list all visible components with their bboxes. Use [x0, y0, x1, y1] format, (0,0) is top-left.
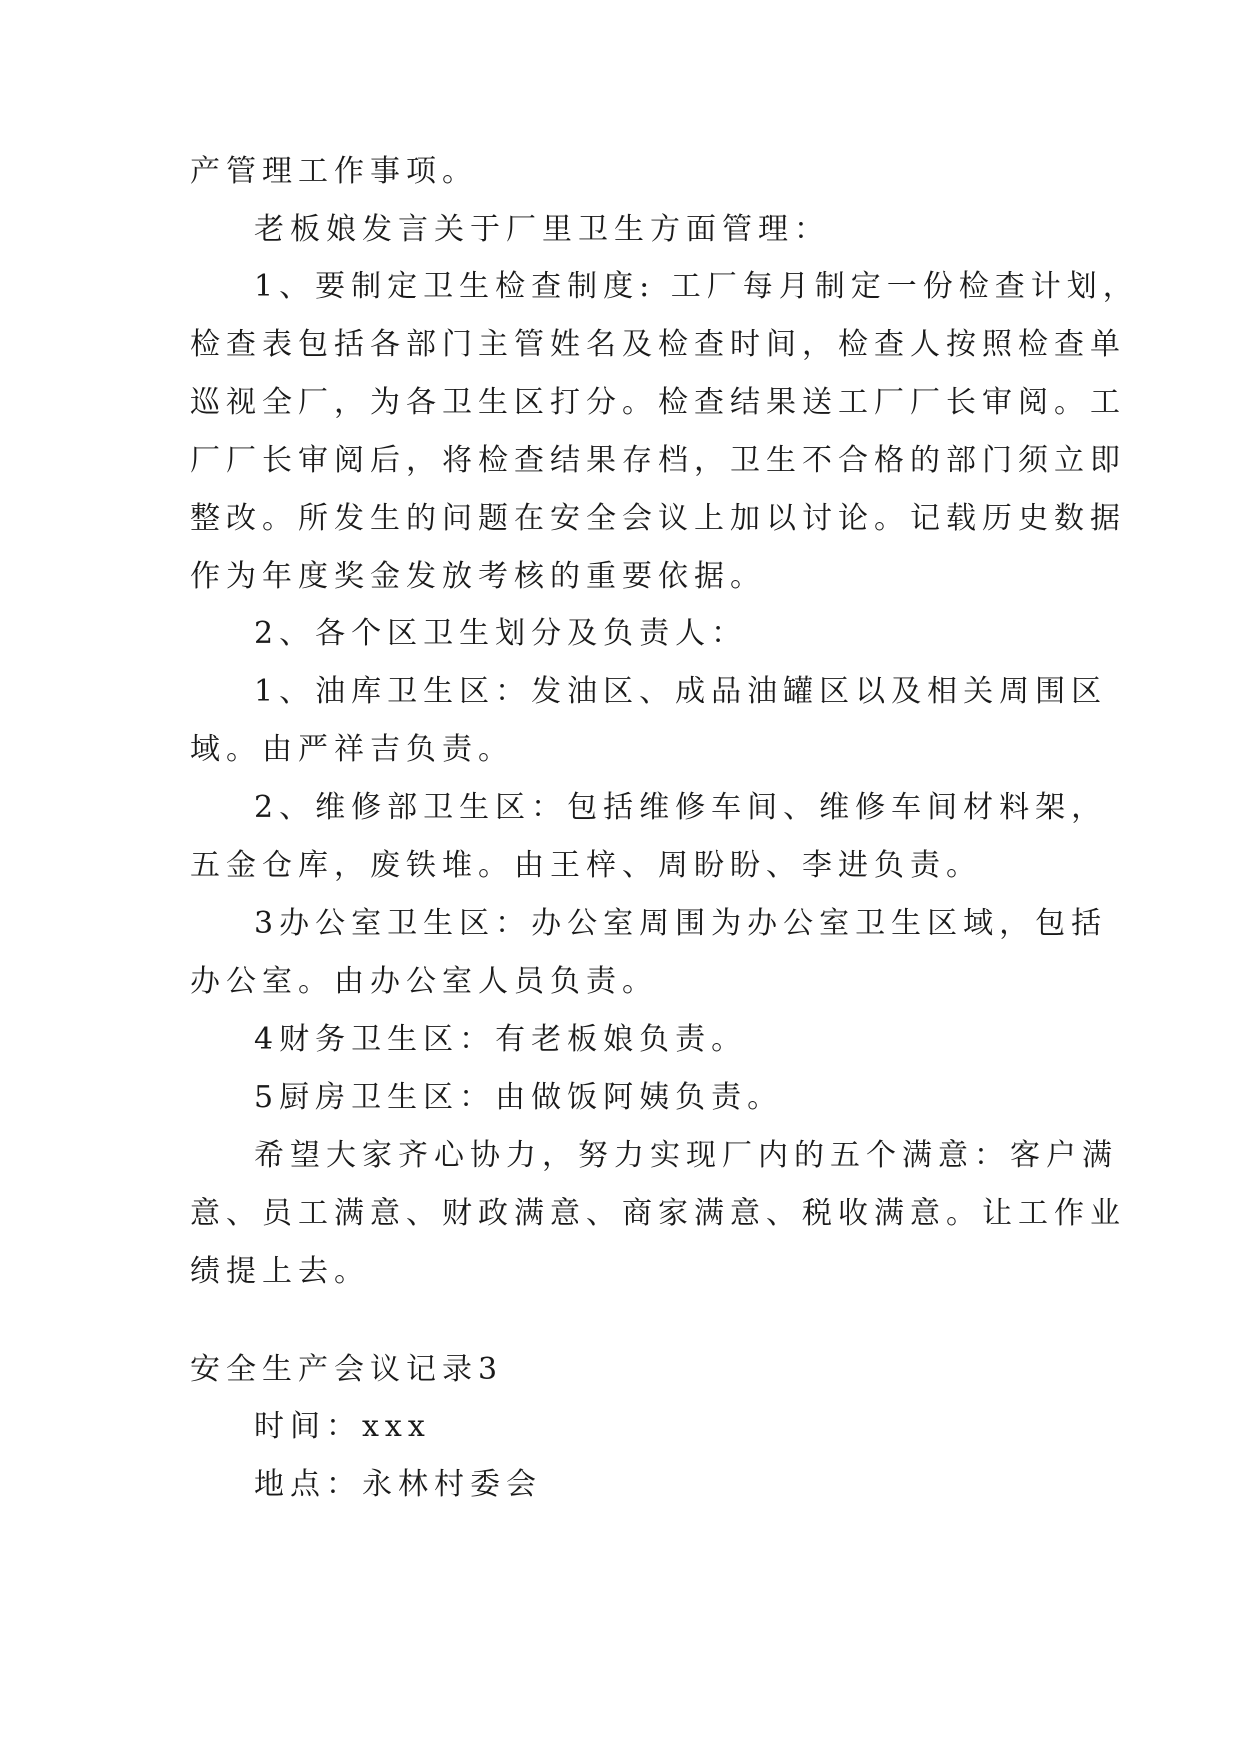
paragraph-line: 作为年度奖金发放考核的重要依据。: [190, 559, 766, 594]
paragraph-line: 域。由严祥吉负责。: [190, 732, 514, 767]
paragraph-line: 厂厂长审阅后，将检查结果存档，卫生不合格的部门须立即: [190, 443, 1126, 478]
paragraph-line: 整改。所发生的问题在安全会议上加以讨论。记载历史数据: [190, 501, 1126, 536]
paragraph-line: 检查表包括各部门主管姓名及检查时间，检查人按照检查单: [190, 327, 1126, 362]
paragraph-line: 绩提上去。: [190, 1254, 370, 1289]
paragraph-line: 1、油库卫生区：发油区、成品油罐区以及相关周围区: [254, 674, 1108, 709]
paragraph-line: 老板娘发言关于厂里卫生方面管理：: [254, 212, 830, 247]
paragraph-line: 产管理工作事项。: [190, 154, 478, 189]
paragraph-line: 五金仓库，废铁堆。由王梓、周盼盼、李进负责。: [190, 848, 982, 883]
meeting-location: 地点：永林村委会: [254, 1467, 542, 1502]
meeting-time: 时间：xxx: [254, 1409, 431, 1444]
paragraph-line: 办公室。由办公室人员负责。: [190, 964, 658, 999]
paragraph-line: 意、员工满意、财政满意、商家满意、税收满意。让工作业: [190, 1196, 1126, 1231]
paragraph-line: 2、维修部卫生区：包括维修车间、维修车间材料架，: [254, 790, 1108, 825]
paragraph-line: 2、各个区卫生划分及负责人：: [254, 616, 748, 651]
paragraph-line: 3办公室卫生区：办公室周围为办公室卫生区域，包括: [254, 906, 1108, 941]
paragraph-line: 1、要制定卫生检查制度: 工厂每月制定一份检查计划，: [254, 269, 1139, 304]
section-title: 安全生产会议记录3: [190, 1352, 504, 1387]
paragraph-line: 巡视全厂，为各卫生区打分。检查结果送工厂厂长审阅。工: [190, 385, 1126, 420]
paragraph-line: 希望大家齐心协力，努力实现厂内的五个满意：客户满: [254, 1138, 1118, 1173]
paragraph-line: 4财务卫生区：有老板娘负责。: [254, 1022, 748, 1057]
paragraph-line: 5厨房卫生区：由做饭阿姨负责。: [254, 1080, 784, 1115]
